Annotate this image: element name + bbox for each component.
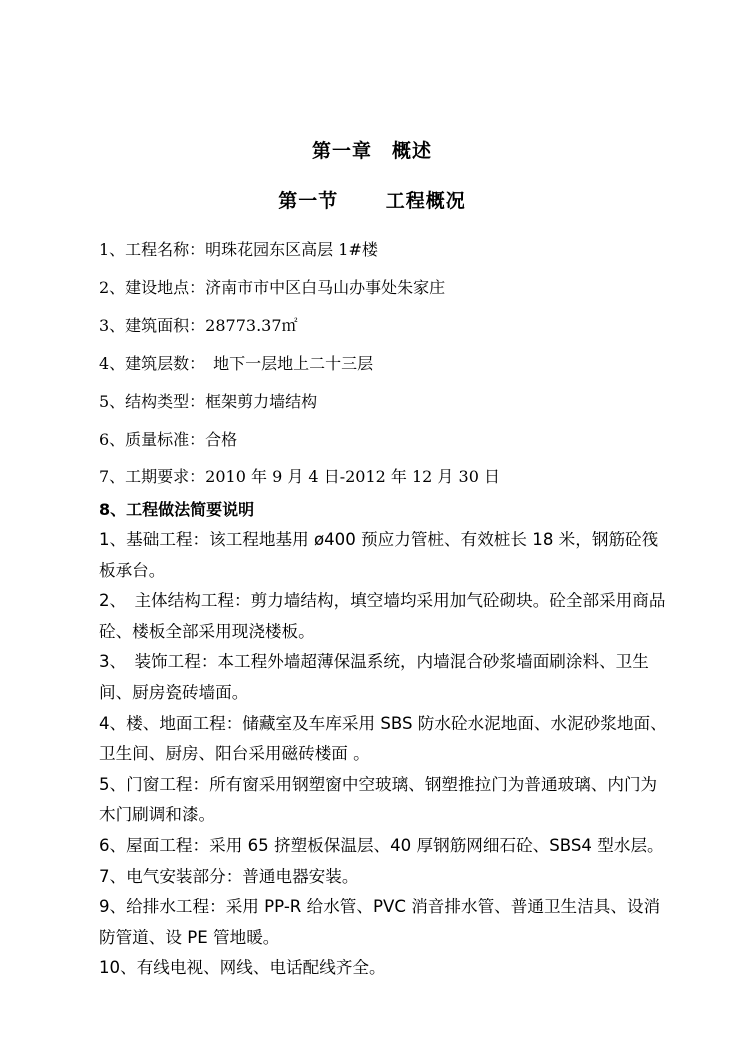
construction-site: 2、建设地点：济南市市中区白马山办事处朱家庄: [99, 278, 446, 297]
notes-list: [99, 525, 671, 984]
note-electrical: 7、电气安装部分：普通电器安装。: [99, 866, 359, 886]
notes-heading: 8、工程做法简要说明: [99, 500, 255, 519]
building-area: 3、建筑面积：28773.37㎡: [99, 316, 298, 335]
note-telecom: 10、有线电视、网线、电话配线齐全。: [99, 958, 386, 978]
note-roof: 6、屋面工程：采用 65 挤塑板保温层、40 厚钢筋网细石砼、SBS4 型水层。: [99, 835, 664, 855]
note-main-structure: 2、 主体结构工程：剪力墙结构，填空墙均采用加气砼砌块。砼全部采用商品砼、楼板全部采用现浇楼板。: [99, 591, 666, 641]
quality-standard: 6、质量标准：合格: [99, 430, 238, 449]
note-doors-windows: 5、门窗工程：所有窗采用钢塑窗中空玻璃、钢塑推拉门为普通玻璃、内门为木门刷调和漆。: [99, 774, 658, 825]
structure-type: 5、结构类型：框架剪力墙结构: [99, 392, 318, 411]
schedule-requirement: 7、工期要求：2010 年 9 月 4 日-2012 年 12 月 30 日: [99, 467, 500, 486]
building-floors: 4、建筑层数： 地下一层地上二十三层: [99, 354, 374, 373]
note-floors: 4、楼、地面工程：储藏室及车库采用 SBS 防水砼水泥地面、水泥砂浆地面、卫生间、厨房、阳台采用磁砖楼面 。: [99, 713, 667, 764]
project-name: 1、工程名称：明珠花园东区高层 1#楼: [99, 240, 378, 259]
section-title: 第一节 工程概况: [278, 190, 466, 212]
note-foundation: 1、基础工程：该工程地基用 ø400 预应力管桩、有效桩长 18 米，钢筋砼筏板承台。: [99, 530, 659, 580]
note-plumbing: 9、给排水工程：采用 PP-R 给水管、PVC 消音排水管、普通卫生洁具、设消防管道、设 PE 管地暖。: [99, 897, 661, 947]
note-decoration: 3、 装饰工程：本工程外墙超薄保温系统，内墙混合砂浆墙面刷涂料、卫生间、厨房瓷砖墙面。: [99, 652, 649, 702]
chapter-title: 第一章 概述: [311, 140, 432, 162]
